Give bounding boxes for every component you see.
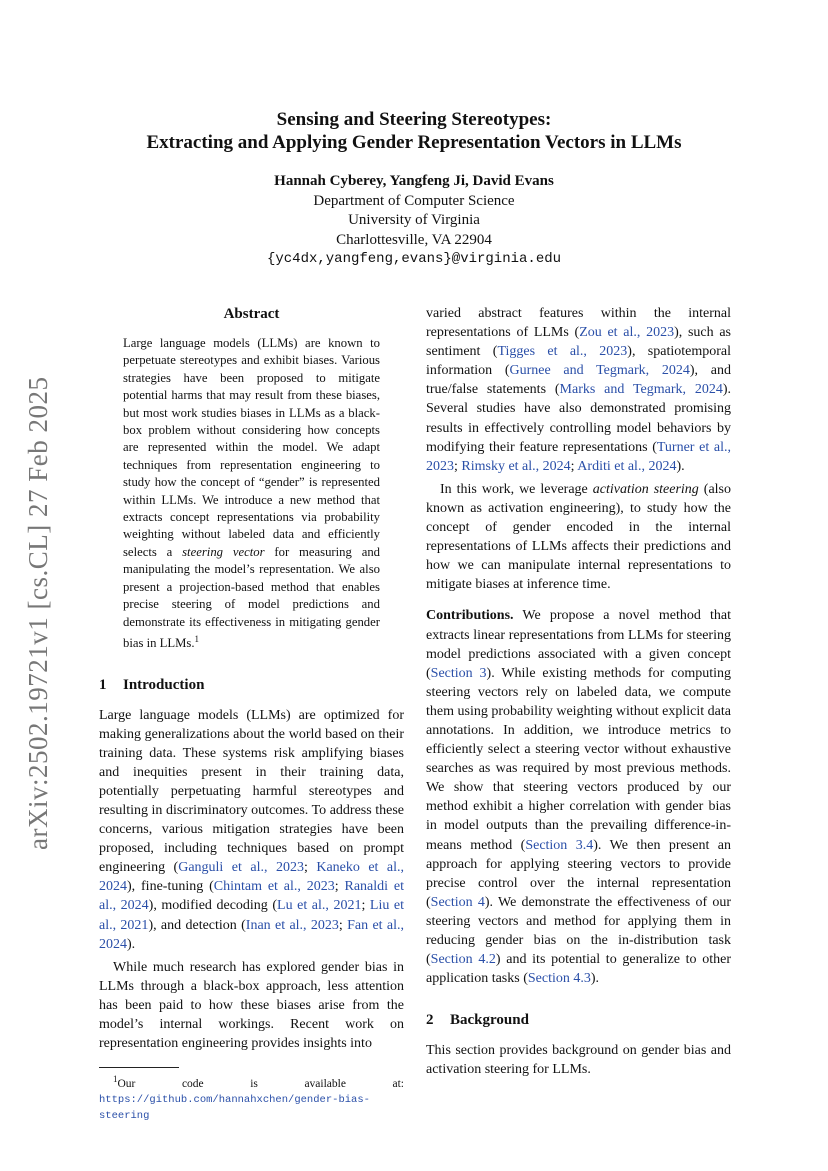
intro-paragraph-2: While much research has explored gender bias in LLMs through a black-box approach, less attention has been paid to how these biases arise from the model’s internal workings. Recent work on representation engineering provides insights into [99, 959, 404, 1052]
text-run: varied abstract features within the internal representations of LLMs ( [426, 306, 731, 341]
author-university: University of Virginia [348, 212, 480, 228]
text-run: ). [590, 971, 600, 987]
text-run: ; [454, 458, 462, 474]
paragraph-lead: Contributions. [426, 608, 514, 624]
citation-link[interactable]: Zou et al., 2023 [579, 325, 675, 341]
text-run: ), modified decoding ( [148, 898, 278, 914]
citation-link[interactable]: Chintam et al., 2023 [213, 879, 335, 895]
section-heading-background [426, 1012, 731, 1029]
text-run: ). We then present an approach for applying steering vectors to provide precise control over the internal representation ( [426, 837, 731, 910]
citation-link[interactable]: Marks and Tegmark, 2024 [559, 382, 723, 398]
abstract-footnote-mark: 1 [194, 633, 200, 644]
text-run: ). Several studies have also demonstrated promising results in effectively controlling model behaviors by modifying their feature representations ( [426, 382, 732, 455]
section-number: 1 [99, 676, 107, 693]
text-run: ; [334, 879, 345, 895]
text-run: ), and true/false statements ( [426, 363, 731, 398]
section-number: 2 [426, 1012, 434, 1029]
footnote-url-link[interactable]: https://github.com/hannahxchen/gender-bias-steering [99, 1094, 370, 1123]
intro-paragraph-1 [99, 706, 404, 954]
italic-term: activation steering [592, 481, 699, 497]
text-run: ; [570, 458, 578, 474]
section-heading-introduction [99, 677, 404, 694]
text-run: ). [676, 458, 685, 474]
citation-link[interactable]: Turner et al., 2023 [426, 439, 731, 474]
footnote-divider [99, 1067, 179, 1068]
footnote-mark: 1 [113, 1074, 118, 1085]
abstract-heading: Abstract [223, 306, 280, 322]
text-run: ), and detection ( [148, 917, 246, 933]
citation-link[interactable]: Kaneko et al., 2024 [99, 860, 405, 895]
title-line-1: Sensing and Steering Stereotypes: [276, 109, 552, 130]
footnote-text: Our code is available at: [117, 1078, 404, 1091]
text-run: ). While existing methods for computing steering vectors rely on labeled data, we compute them using probability weighting without explicit data annotations. In addition, we introduce metrics to efficiently select a steering vector without exhaustive searches as was required by most previous methods. We show that steering vectors produced by our method exhibit a higher correlation with gender bias in model outputs than the prevailing difference-in-means method ( [426, 665, 731, 853]
section-link[interactable]: Section 4 [430, 894, 485, 910]
abstract-text-part-1: Large language models (LLMs) are known to perpetuate stereotypes and exhibit biases. Various strategies have been proposed to mitigate potential harms that may result from these biases, but most work studies biases in LLMs as a black-box problem without considering how concepts are represented within the model. We adapt techniques from representation engineering to study how the concept of “gender” is represented within LLMs. We introduce a new method that extracts concept representations via probability weighting without labeled data and efficiently selects a [123, 336, 380, 559]
text-run: Large language models (LLMs) are optimized for making generalizations about the world based on their training data. These systems risk amplifying biases and inequities present in their training data, potentially perpetuating harmful stereotypes and resulting in discriminatory outcomes. To address these concerns, various mitigation strategies have been proposed, including techniques based on prompt engineering ( [99, 707, 404, 876]
abstract-text [123, 335, 380, 653]
author-block [0, 172, 828, 270]
abstract-italic-term: steering vector [182, 544, 265, 559]
citation-link[interactable]: Ranaldi et al., 2024 [99, 879, 405, 914]
citation-link[interactable]: Fan et al., 2024 [99, 917, 404, 952]
right-column [426, 304, 731, 1079]
right-paragraph-2 [426, 480, 731, 595]
section-link[interactable]: Section 4.3 [527, 971, 591, 987]
citation-link[interactable]: Liu et al., 2021 [99, 898, 405, 933]
citation-link[interactable]: Ganguli et al., 2023 [178, 860, 304, 876]
title-line-2: Extracting and Applying Gender Representation Vectors in LLMs [146, 132, 682, 153]
section-link[interactable]: Section 3.4 [525, 837, 594, 853]
abstract-text-part-2: for measuring and manipulating the model’s representation. We also present a projection-based method that enables precise steering of model predictions and demonstrate its effectiveness in mitigating gender bias in LLMs. [123, 544, 381, 651]
text-run: ) and its potential to generalize to other application tasks ( [426, 952, 731, 987]
section-link[interactable]: Section 4.2 [430, 952, 496, 968]
author-location: Charlottesville, VA 22904 [336, 231, 492, 248]
text-run: ), spatiotemporal information ( [426, 344, 731, 379]
text-run: In this work, we leverage [440, 481, 593, 497]
text-run: ). We demonstrate the effectiveness of our steering vectors and method for applying them in reducing gender bias on the in-distribution task ( [426, 894, 731, 968]
text-run: ). [127, 936, 136, 952]
author-department: Department of Computer Science [313, 192, 515, 209]
background-paragraph: This section provides background on gender bias and activation steering for LLMs. [426, 1043, 731, 1078]
citation-link[interactable]: Gurnee and Tegmark, 2024 [509, 363, 690, 379]
footnote [99, 1072, 404, 1124]
text-run: ; [338, 917, 348, 933]
text-run: We propose a novel method that extracts linear representations from LLMs for steering model predictions associated with a given concept ( [426, 608, 731, 681]
citation-link[interactable]: Inan et al., 2023 [245, 917, 339, 933]
text-run: ; [361, 898, 370, 914]
section-link[interactable]: Section 3 [430, 665, 487, 681]
citation-link[interactable]: Rimsky et al., 2024 [461, 458, 571, 474]
citation-link[interactable]: Tigges et al., 2023 [497, 344, 628, 360]
section-title: Background [450, 1012, 529, 1029]
contributions-paragraph [426, 606, 731, 988]
text-run: ; [303, 860, 317, 876]
paper-title [0, 108, 828, 154]
text-run: ), fine-tuning ( [127, 879, 214, 895]
citation-link[interactable]: Lu et al., 2021 [277, 898, 362, 914]
author-email: {yc4dx,yangfeng,evans}@virginia.edu [266, 251, 562, 267]
text-run: (also known as activation engineering), to study how the concept of gender encoded in the internal representations of LLMs affects their predictions and how we can manipulate internal representations to mitigate biases at inference time. [426, 481, 731, 593]
text-run: ), such as sentiment ( [426, 325, 731, 360]
arxiv-identifier: arXiv:2502.19721v1 [cs.CL] 27 Feb 2025 [23, 376, 53, 850]
section-title: Introduction [123, 676, 205, 693]
left-column [99, 304, 404, 1124]
right-paragraph-1 [426, 304, 731, 476]
citation-link[interactable]: Arditi et al., 2024 [577, 458, 677, 474]
author-names: Hannah Cyberey, Yangfeng Ji, David Evans [274, 173, 554, 189]
